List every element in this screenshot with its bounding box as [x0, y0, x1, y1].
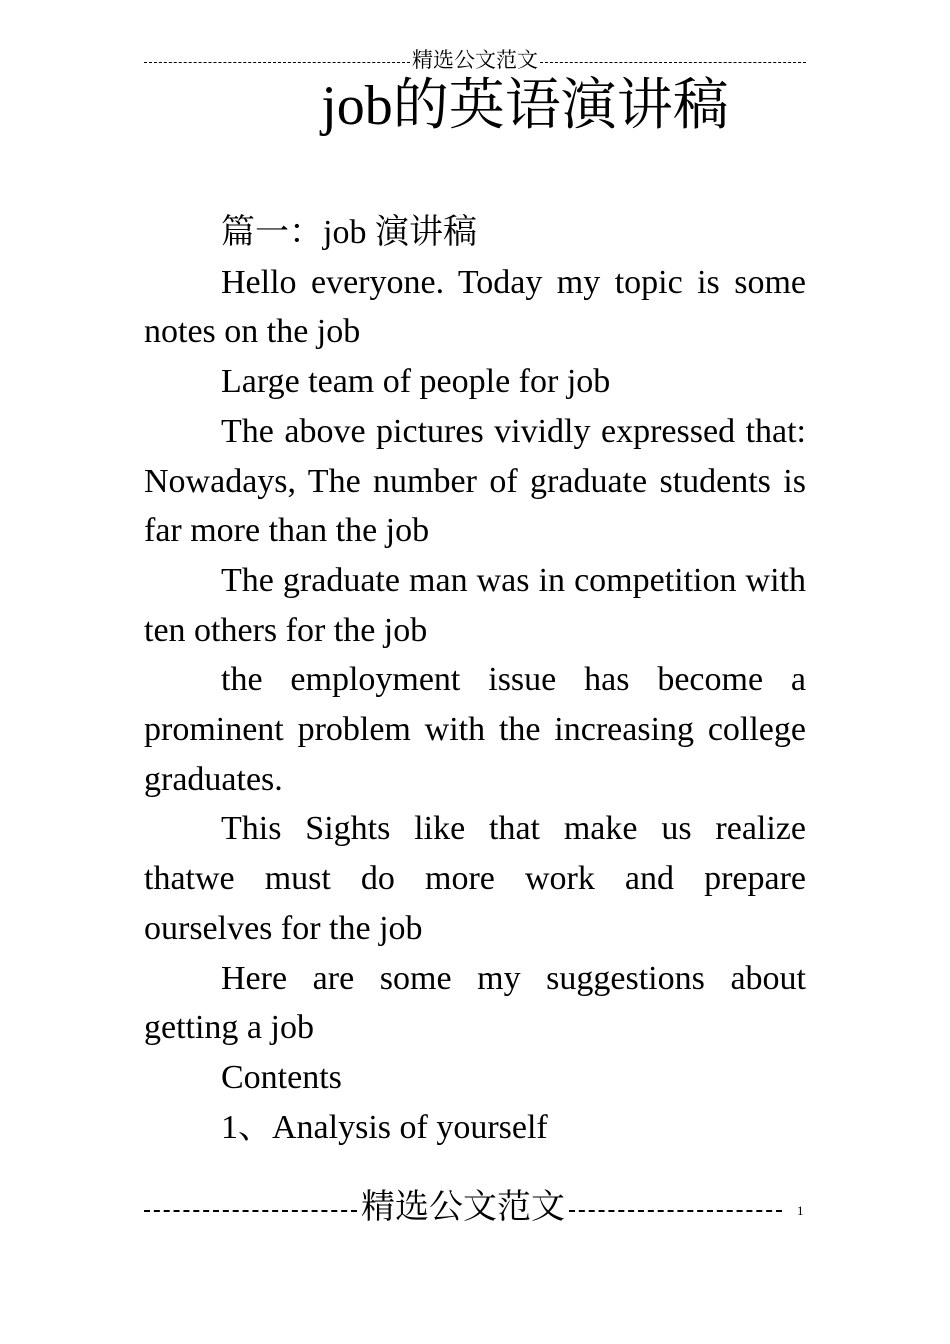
page-header — [144, 48, 806, 72]
header-label: 精选公文范文 — [412, 48, 538, 72]
document-title — [0, 72, 950, 140]
paragraph: Large team of people for job — [221, 363, 611, 401]
footer-label: 精选公文范文 — [361, 1189, 565, 1226]
footer-dash-left — [144, 1210, 357, 1212]
header-dash-right — [540, 62, 806, 63]
document-body — [144, 208, 806, 1152]
paragraph: Contents — [221, 1058, 342, 1096]
paragraph: the employment issue has become a prominent problem with the increasing college graduates. — [144, 661, 806, 798]
section-heading: 篇一：job 演讲稿 — [221, 214, 477, 251]
paragraph: 1、Analysis of yourself — [221, 1108, 548, 1146]
paragraph: Here are some my suggestions about getting a job — [144, 959, 806, 1047]
paragraph: The above pictures vividly expressed that: Nowadays, The number of graduate students is far more than the job — [144, 412, 806, 550]
page-footer — [144, 1188, 782, 1228]
footer-dash-right — [569, 1210, 782, 1212]
header-dash-left — [144, 62, 410, 63]
document-title-text: job的英语演讲稿 — [321, 75, 729, 137]
page-number: 1 — [797, 1203, 804, 1218]
paragraph: The graduate man was in competition with ten others for the job — [144, 561, 806, 649]
paragraph: Hello everyone. Today my topic is some notes on the job — [144, 263, 806, 351]
paragraph: This Sights like that make us realize thatwe must do more work and prepare ourselves for the job — [144, 810, 806, 947]
